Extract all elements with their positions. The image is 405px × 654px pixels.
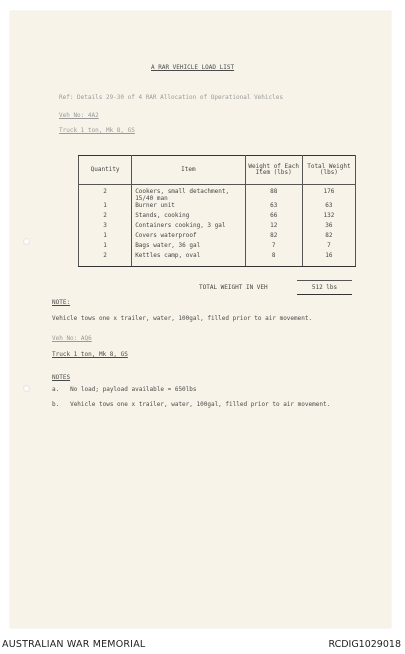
- vehicle-number-1: Veh No: 4A2: [59, 112, 99, 119]
- notes-item-a: [52, 386, 197, 393]
- cell-item: Burner unit: [132, 203, 245, 213]
- cell-qty: 1: [79, 243, 132, 253]
- cell-total: 82: [302, 233, 355, 243]
- cell-qty: 2: [79, 253, 132, 267]
- cell-qty: 1: [79, 203, 132, 213]
- archive-footer: [0, 634, 405, 654]
- cell-total: 16: [302, 253, 355, 267]
- vehicle-type-2: Truck 1 ton, Mk 8, GS: [52, 351, 128, 358]
- cell-item: Bags water, 36 gal: [132, 243, 245, 253]
- col-header-quantity: Quantity: [79, 156, 132, 185]
- notes-heading-2: NOTES: [52, 374, 71, 381]
- notes-heading-1: NOTE:: [52, 299, 71, 306]
- table-row: [79, 233, 356, 243]
- cell-each: 82: [245, 233, 302, 243]
- reference-line: Ref: Details 29-30 of 4 RAR Allocation of Operational Vehicles: [59, 94, 283, 101]
- institution-name: AUSTRALIAN WAR MEMORIAL: [2, 639, 146, 650]
- cell-each: 63: [245, 203, 302, 213]
- vehicle-type-1: Truck 1 ton, Mk 8, GS: [59, 127, 135, 134]
- col-header-total-weight: Total Weight (lbs): [302, 156, 355, 185]
- cell-total: 176: [302, 185, 355, 204]
- cell-each: 66: [245, 213, 302, 223]
- cell-each: 88: [245, 185, 302, 204]
- col-header-weight-each: Weight of Each Item (lbs): [245, 156, 302, 185]
- cell-item-line2: 15/40 man: [135, 194, 168, 202]
- notes-item-b: [52, 401, 330, 408]
- record-id: RCDIG1029018: [328, 639, 401, 650]
- notes-item-text: No load; payload available = 650lbs: [70, 386, 197, 393]
- cell-each: 7: [245, 243, 302, 253]
- notes-item-marker: a.: [52, 386, 60, 393]
- total-weight-label: TOTAL WEIGHT IN VEH: [199, 284, 268, 291]
- cell-item: [132, 185, 245, 204]
- cell-item-line1: Cookers, small detachment,: [135, 188, 230, 195]
- cell-qty: 2: [79, 213, 132, 223]
- table-row: [79, 243, 356, 253]
- table-row: [79, 253, 356, 267]
- punch-hole-top: [23, 238, 30, 245]
- cell-total: 63: [302, 203, 355, 213]
- cell-qty: 1: [79, 233, 132, 243]
- total-weight-value: 512 lbs: [297, 280, 352, 295]
- cell-qty: 3: [79, 223, 132, 233]
- cell-each: 12: [245, 223, 302, 233]
- load-table: [78, 155, 356, 267]
- col-header-item: Item: [132, 156, 245, 185]
- cell-total: 132: [302, 213, 355, 223]
- table-row: [79, 203, 356, 213]
- document-title: A RAR VEHICLE LOAD LIST: [151, 64, 235, 71]
- table-row: [79, 223, 356, 233]
- cell-item: Kettles camp, oval: [132, 253, 245, 267]
- table-row: [79, 185, 356, 204]
- cell-item: Covers waterproof: [132, 233, 245, 243]
- cell-item: Stands, cooking: [132, 213, 245, 223]
- vehicle-number-2: Veh No: AQ6: [52, 335, 92, 342]
- cell-each: 8: [245, 253, 302, 267]
- punch-hole-bottom: [23, 385, 30, 392]
- notes-text-1: Vehicle tows one x trailer, water, 100gal, filled prior to air movement.: [52, 315, 313, 322]
- cell-item: Containers cooking, 3 gal: [132, 223, 245, 233]
- notes-item-marker: b.: [52, 401, 60, 408]
- cell-total: 7: [302, 243, 355, 253]
- cell-qty: 2: [79, 185, 132, 204]
- cell-total: 36: [302, 223, 355, 233]
- notes-item-text: Vehicle tows one x trailer, water, 100gal, filled prior to air movement.: [70, 401, 331, 408]
- table-header-row: [79, 156, 356, 185]
